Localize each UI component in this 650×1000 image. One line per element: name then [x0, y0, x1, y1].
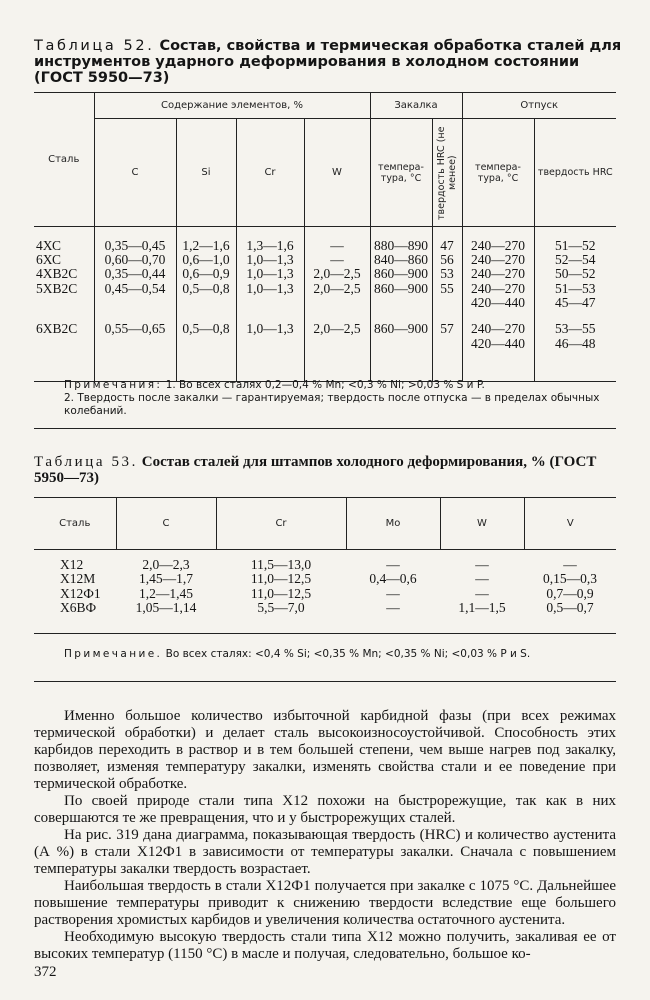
cell-line	[237, 337, 304, 351]
table-cell	[370, 282, 432, 311]
cell-line: 1,0—1,3	[246, 251, 294, 267]
t53-col-steel	[34, 550, 116, 634]
cell-line: 240—270	[471, 266, 525, 282]
table-cell: 1,2—1,45	[139, 585, 193, 601]
cell-line: 240—270	[471, 251, 525, 267]
table-cell	[176, 282, 236, 311]
header-si: Si	[176, 119, 236, 227]
cell-line	[305, 337, 370, 351]
divider	[34, 428, 616, 429]
table-cell	[534, 253, 616, 267]
paragraph: По своей природе стали типа Х12 похожи на быстрорежущие, так как в них совершаются те же превращения, что и у быстрорежущих сталей.	[34, 793, 616, 826]
table-cell: —	[475, 585, 489, 601]
header-quench-hardness-text: твердость HRC (не менее)	[436, 125, 458, 220]
cell-line: 0,55—0,65	[104, 321, 166, 337]
t53-header-steel: Сталь	[59, 518, 91, 529]
table-cell	[94, 253, 176, 267]
table-52	[34, 92, 616, 382]
table-row	[34, 253, 616, 267]
table-52-note-1: 1. Во всех сталях 0,2—0,4 % Mn; <0,3 % Ni; >0,03 % S и P.	[162, 379, 485, 391]
cell-line: 1,2—1,6	[182, 237, 230, 253]
table-cell	[432, 239, 462, 253]
table-cell: 0,15—0,3	[543, 571, 597, 587]
cell-line	[305, 296, 370, 310]
table-cell	[534, 239, 616, 253]
cell-line: 0,35—0,45	[104, 237, 166, 253]
cell-line: 2,0—2,5	[313, 280, 361, 296]
cell-line	[36, 296, 94, 310]
table-52-notes	[34, 379, 616, 418]
cell-line: 1,0—1,3	[246, 321, 294, 337]
steel-grade-cell	[34, 239, 94, 253]
table-cell	[432, 267, 462, 281]
cell-line: —	[330, 237, 344, 253]
table-row: Х12	[60, 557, 84, 572]
table-53-caption-lead: Таблица 53.	[34, 454, 139, 470]
table-cell	[304, 239, 370, 253]
cell-line: 0,6—0,9	[182, 266, 230, 282]
cell-line: 0,35—0,44	[104, 266, 166, 282]
cell-line: 1,3—1,6	[246, 237, 294, 253]
cell-line: 880—890	[374, 237, 428, 253]
table-row	[34, 282, 616, 311]
table-cell	[94, 267, 176, 281]
header-quench-temp: темпера-тура, °С	[370, 119, 432, 227]
t53-header-c: C	[116, 498, 216, 550]
t53-col-cr	[216, 550, 346, 634]
table-52-caption-text: Состав, свойства и термическая обработка сталей для инструментов ударного деформирования в холодном состоянии (ГОСТ 5950—73)	[34, 38, 622, 86]
table-cell	[432, 282, 462, 311]
table-cell	[304, 310, 370, 351]
table-53-note-text: Во всех сталях: <0,4 % Si; <0,35 % Mn; <0,35 % Ni; <0,03 % P и S.	[162, 648, 531, 660]
table-cell	[304, 282, 370, 311]
cell-line	[433, 296, 462, 310]
table-cell	[236, 267, 304, 281]
t53-header-cr: Cr	[216, 498, 346, 550]
steel-grade-cell	[34, 282, 94, 311]
cell-line: 860—900	[374, 280, 428, 296]
cell-line	[95, 337, 176, 351]
table-row	[34, 239, 616, 253]
table-cell: —	[563, 557, 577, 572]
table-cell	[236, 239, 304, 253]
table-cell: 11,5—13,0	[250, 557, 312, 572]
table-cell	[176, 310, 236, 351]
cell-line: 240—270	[471, 237, 525, 253]
cell-line: 2,0—2,5	[313, 321, 361, 337]
steel-grade-cell	[34, 253, 94, 267]
table-52-note-2: 2. Твердость после закалки — гарантируемая; твердость после отпуска — в пределах обычных колебаний.	[64, 392, 600, 417]
table-cell	[534, 310, 616, 351]
table-cell	[534, 267, 616, 281]
cell-line	[237, 296, 304, 310]
cell-line: 240—270	[471, 321, 525, 337]
t53-col-v	[524, 550, 616, 634]
t53-header-w: W	[440, 498, 524, 550]
table-cell: 0,7—0,9	[546, 585, 594, 601]
cell-line: 1,0—1,3	[246, 280, 294, 296]
table-cell	[236, 310, 304, 351]
paragraph: На рис. 319 дана диаграмма, показывающая твердость (HRC) и количество аустенита (А %) в стали Х12Ф1 в зависимости от температуры закалки. Сначала с повышением температуры закалки твердость возрастает.	[34, 827, 616, 877]
table-cell	[304, 253, 370, 267]
table-cell	[432, 253, 462, 267]
header-temper: Отпуск	[462, 93, 616, 119]
cell-line: 46—48	[555, 335, 596, 351]
t53-col-mo	[346, 550, 440, 634]
paragraph: Наибольшая твердость в стали Х12Ф1 получается при закалке с 1075 °С. Дальнейшее повышение температуры приводит к снижению твердости вследствие еще большего растворения хромистых карбидов и увеличения количества остаточного аустенита.	[34, 878, 616, 928]
cell-line: 53—55	[555, 321, 596, 337]
table-cell: —	[475, 571, 489, 587]
table-row: Х12М	[60, 571, 96, 587]
cell-line: 50—52	[555, 266, 596, 282]
cell-line: 51—53	[555, 280, 596, 296]
table-cell	[534, 282, 616, 311]
table-53-note-lead: Примечание.	[64, 648, 163, 660]
table-52-body	[34, 239, 616, 352]
cell-line: 55	[440, 280, 454, 296]
cell-line	[95, 296, 176, 310]
table-cell: 5,5—7,0	[257, 600, 305, 616]
cell-line: 53	[440, 266, 454, 282]
header-quench: Закалка	[370, 93, 462, 119]
header-cr: Cr	[236, 119, 304, 227]
table-cell	[370, 253, 432, 267]
table-cell: 0,5—0,7	[546, 600, 594, 616]
table-cell: 11,0—12,5	[250, 571, 312, 587]
t53-header-mo: Mo	[346, 498, 440, 550]
header-quench-hardness	[432, 119, 462, 227]
t53-col-c	[116, 550, 216, 634]
header-temper-temp: темпера-тура, °С	[462, 119, 534, 227]
table-cell: —	[386, 585, 400, 601]
cell-line: 2,0—2,5	[313, 266, 361, 282]
table-cell	[176, 239, 236, 253]
cell-line: 860—900	[374, 321, 428, 337]
table-cell	[236, 253, 304, 267]
t53-header-v: V	[524, 498, 616, 550]
table-cell: 11,0—12,5	[250, 585, 312, 601]
table-cell	[236, 282, 304, 311]
cell-line	[177, 337, 236, 351]
cell-line	[433, 337, 462, 351]
table-cell	[462, 310, 534, 351]
table-cell	[304, 267, 370, 281]
table-53-caption-text: Состав сталей для штампов холодного деформирования, % (ГОСТ 5950—73)	[34, 454, 597, 486]
cell-line	[36, 337, 94, 351]
table-cell	[370, 310, 432, 351]
cell-line: 860—900	[374, 266, 428, 282]
table-52-note-lead: Примечания:	[64, 379, 163, 391]
paragraph: Необходимую высокую твердость стали типа Х12 можно получить, закаливая ее от высоких температур (1150 °С) в масле и получая, следовательно, большое ко-	[34, 929, 616, 962]
table-52-caption	[34, 38, 624, 86]
cell-line: 0,45—0,54	[104, 280, 166, 296]
table-row: Х12Ф1	[60, 585, 101, 601]
table-cell: —	[386, 557, 400, 572]
table-cell: —	[386, 600, 400, 616]
table-cell	[462, 239, 534, 253]
table-row: Х6ВФ	[60, 600, 97, 616]
steel-grade-cell	[34, 267, 94, 281]
table-cell	[462, 282, 534, 311]
cell-line: 4ХВ2С	[36, 266, 78, 282]
cell-line: 0,5—0,8	[182, 280, 230, 296]
cell-line: 240—270	[471, 280, 525, 296]
table-cell	[176, 253, 236, 267]
header-steel: Сталь	[34, 93, 94, 227]
table-cell	[370, 267, 432, 281]
cell-line: 45—47	[555, 295, 596, 311]
table-cell	[94, 282, 176, 311]
cell-line: 420—440	[471, 335, 525, 351]
table-cell: 1,45—1,7	[139, 571, 193, 587]
cell-line	[371, 337, 432, 351]
table-cell	[462, 253, 534, 267]
header-w: W	[304, 119, 370, 227]
cell-line: 0,5—0,8	[182, 321, 230, 337]
divider	[34, 681, 616, 682]
cell-line: 47	[440, 237, 454, 253]
table-cell	[94, 310, 176, 351]
cell-line: 6ХС	[36, 251, 61, 267]
table-cell: 1,05—1,14	[135, 600, 197, 616]
cell-line: 5ХВ2С	[36, 280, 78, 296]
cell-line: 840—860	[374, 251, 428, 267]
cell-line: 52—54	[555, 251, 596, 267]
cell-line: 1,0—1,3	[246, 266, 294, 282]
header-c: C	[94, 119, 176, 227]
cell-line: 51—52	[555, 237, 596, 253]
table-cell	[370, 239, 432, 253]
cell-line: 57	[440, 321, 454, 337]
table-cell	[176, 267, 236, 281]
cell-line: 56	[440, 251, 454, 267]
table-53	[34, 497, 616, 634]
page-number: 372	[34, 964, 57, 980]
table-cell: —	[475, 557, 489, 572]
table-cell: 2,0—2,3	[142, 557, 190, 572]
cell-line: 4ХС	[36, 237, 61, 253]
table-52-caption-lead: Таблица 52.	[34, 38, 155, 54]
table-row	[34, 310, 616, 351]
table-53-note	[34, 648, 616, 661]
cell-line	[371, 296, 432, 310]
table-cell: 1,1—1,5	[458, 600, 506, 616]
cell-line	[177, 296, 236, 310]
table-cell	[462, 267, 534, 281]
cell-line: —	[330, 251, 344, 267]
table-row	[34, 267, 616, 281]
steel-grade-cell	[34, 310, 94, 351]
cell-line: 6ХВ2С	[36, 321, 78, 337]
table-cell	[432, 310, 462, 351]
t53-col-w	[440, 550, 524, 634]
body-text	[34, 708, 616, 963]
header-temper-hardness: твердость HRC	[534, 119, 616, 227]
table-cell: 0,4—0,6	[369, 571, 417, 587]
cell-line: 0,60—0,70	[104, 251, 166, 267]
table-cell	[94, 239, 176, 253]
cell-line: 0,6—1,0	[182, 251, 230, 267]
header-composition: Содержание элементов, %	[94, 93, 370, 119]
paragraph: Именно большое количество избыточной карбидной фазы (при всех режимах термической обработки) и делает сталь высокоизносоустойчивой. Способность этих карбидов переходить в раствор и в тем большей степени, чем выше нагрев под закалку, позволяет, изменяя температуру закалки, изменять свойства стали и ее поведение при термической обработке.	[34, 708, 616, 792]
cell-line: 420—440	[471, 295, 525, 311]
table-53-caption	[34, 454, 624, 486]
